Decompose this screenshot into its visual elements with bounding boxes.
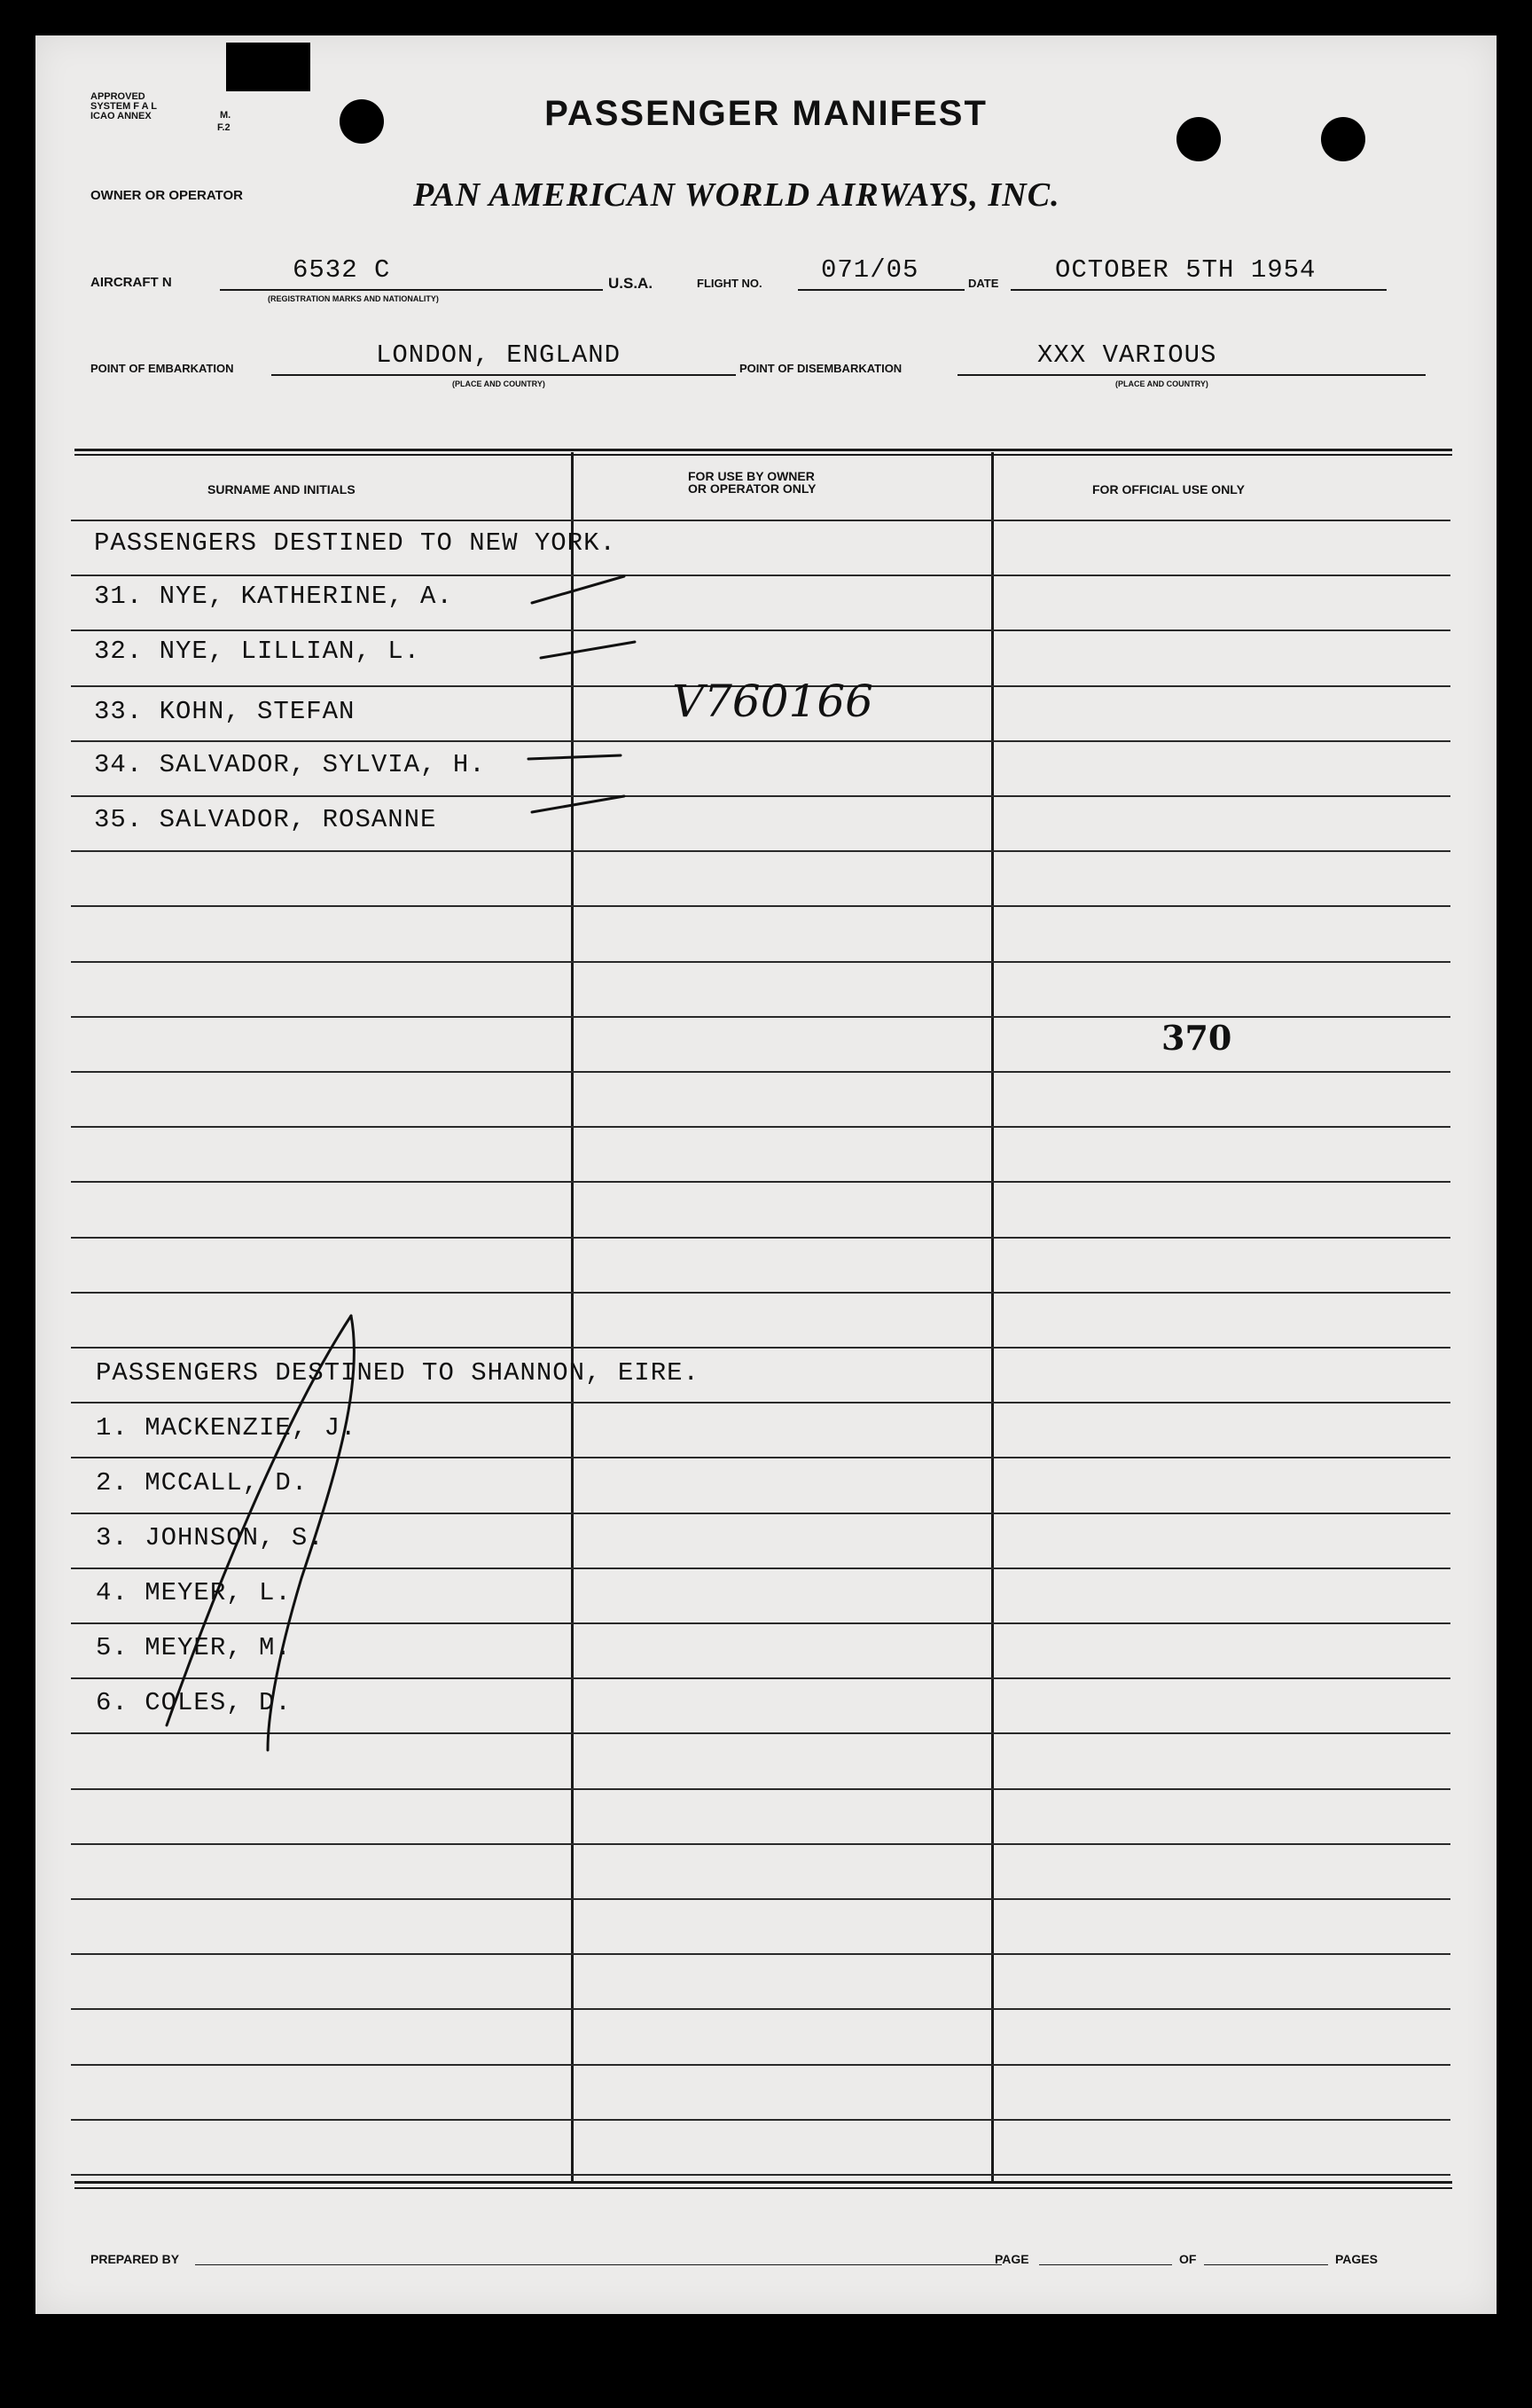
embarkation-caption: (PLACE AND COUNTRY): [452, 379, 545, 388]
shannon-passenger-3: 3. JOHNSON, S.: [96, 1523, 324, 1552]
flight-value: 071/05: [821, 255, 919, 285]
approval-fragment-1: M.: [220, 110, 231, 121]
shannon-passenger-6: 6. COLES, D.: [96, 1688, 292, 1717]
aircraft-label: AIRCRAFT N: [90, 275, 172, 290]
page-label: PAGE: [995, 2252, 1029, 2266]
tick-mark-32: [541, 642, 635, 658]
column-header-official: FOR OFFICIAL USE ONLY: [1092, 482, 1245, 496]
prepared-by-label: PREPARED BY: [90, 2252, 180, 2266]
shannon-check-stroke-1: [167, 1316, 351, 1725]
disembarkation-value: XXX VARIOUS: [1037, 340, 1217, 370]
tick-mark-34: [528, 755, 621, 759]
approval-line-2: SYSTEM F A L: [90, 101, 157, 112]
page-line: [1039, 2264, 1172, 2265]
pages-label: PAGES: [1335, 2252, 1378, 2266]
disembarkation-caption: (PLACE AND COUNTRY): [1115, 379, 1208, 388]
pen-marks: [35, 35, 1497, 2314]
approval-line-3: ICAO ANNEX: [90, 111, 152, 121]
shannon-passenger-2: 2. MCCALL, D.: [96, 1468, 309, 1497]
disembarkation-label: POINT OF DISEMBARKATION: [739, 362, 903, 375]
shannon-passenger-5: 5. MEYER, M.: [96, 1633, 292, 1662]
shannon-passenger-4: 4. MEYER, L.: [96, 1578, 292, 1607]
embarkation-label: POINT OF EMBARKATION: [90, 362, 234, 375]
of-line: [1204, 2264, 1328, 2265]
shannon-passenger-1: 1. MACKENZIE, J.: [96, 1413, 357, 1442]
approval-line-1: APPROVED: [90, 91, 145, 102]
ny-passenger-35: 35. SALVADOR, ROSANNE: [94, 805, 437, 834]
date-value: OCTOBER 5TH 1954: [1055, 255, 1317, 285]
ny-header: PASSENGERS DESTINED TO NEW YORK.: [94, 528, 616, 558]
column-header-owner-1: FOR USE BY OWNER: [688, 469, 815, 483]
shannon-header: PASSENGERS DESTINED TO SHANNON, EIRE.: [96, 1358, 700, 1388]
prepared-by-line: [195, 2264, 1002, 2265]
column-header-surname: SURNAME AND INITIALS: [207, 482, 356, 496]
official-number: 370: [1161, 1018, 1232, 1058]
aircraft-value: 6532 C: [293, 255, 391, 285]
shannon-check-stroke-2: [268, 1316, 354, 1750]
ny-passenger-34: 34. SALVADOR, SYLVIA, H.: [94, 750, 486, 779]
of-label: OF: [1179, 2252, 1197, 2266]
handwritten-code: V760166: [672, 676, 873, 727]
owner-label: OWNER OR OPERATOR: [90, 188, 243, 203]
manifest-page: [35, 35, 1497, 2314]
page-title: PASSENGER MANIFEST: [544, 94, 988, 133]
tick-mark-35: [532, 796, 624, 812]
usa-label: U.S.A.: [608, 275, 653, 292]
owner-name: PAN AMERICAN WORLD AIRWAYS, INC.: [413, 176, 1060, 214]
date-label: DATE: [968, 277, 999, 290]
embarkation-value: LONDON, ENGLAND: [376, 340, 621, 370]
aircraft-caption: (REGISTRATION MARKS AND NATIONALITY): [268, 294, 439, 303]
ny-passenger-31: 31. NYE, KATHERINE, A.: [94, 582, 453, 611]
ny-passenger-32: 32. NYE, LILLIAN, L.: [94, 637, 421, 666]
ny-passenger-33: 33. KOHN, STEFAN: [94, 697, 356, 726]
column-header-owner-2: OR OPERATOR ONLY: [688, 481, 817, 496]
flight-label: FLIGHT NO.: [697, 277, 762, 290]
tick-mark-31: [532, 576, 624, 603]
approval-fragment-2: F.2: [217, 122, 231, 133]
